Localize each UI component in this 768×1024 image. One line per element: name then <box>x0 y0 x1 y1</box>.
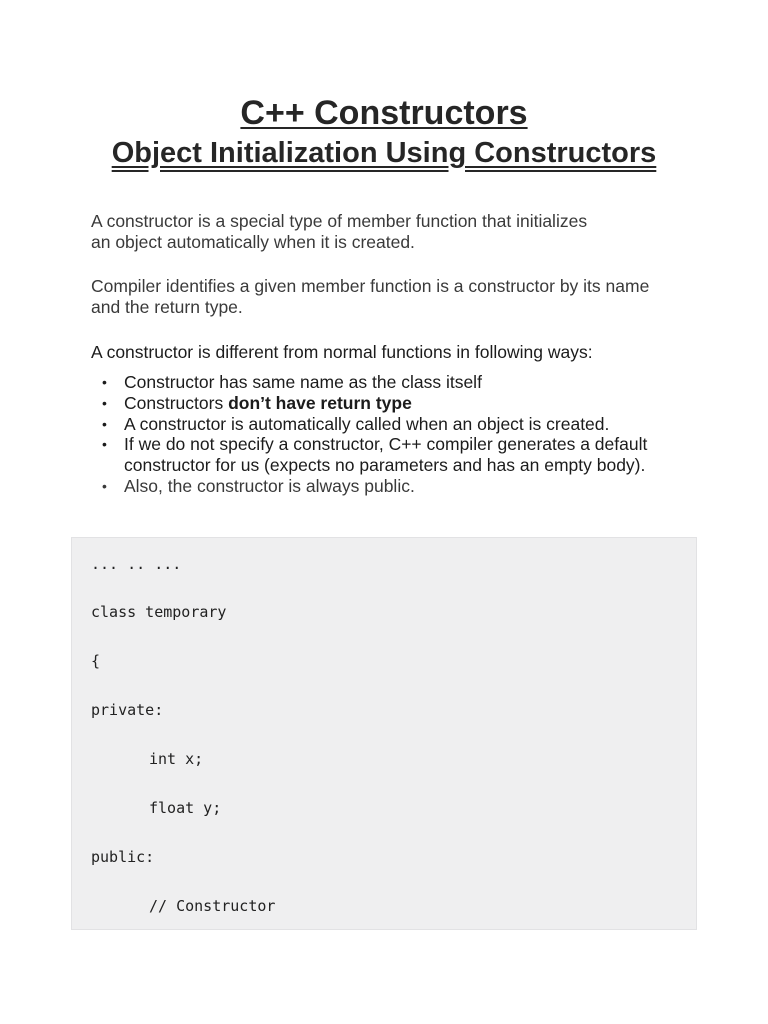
intro-paragraph <box>91 211 691 253</box>
intro-paragraph-line-2: an object automatically when it is created. <box>91 232 415 252</box>
list-item-text: Constructors <box>124 392 229 413</box>
code-line: private: <box>91 701 164 719</box>
differences-list <box>124 372 724 497</box>
code-line: { <box>91 652 101 670</box>
list-item: • Constructor has same name as the class itself <box>124 372 724 393</box>
code-line: // Constructor <box>149 897 276 915</box>
code-line: ... .. ... <box>91 555 182 573</box>
compiler-paragraph-line-1: Compiler identifies a given member function is a constructor by its name <box>91 276 650 296</box>
list-item <box>124 434 724 476</box>
list-item-line-2: constructor for us (expects no parameters and has an empty body). <box>124 455 646 476</box>
list-item <box>124 393 724 414</box>
code-line: public: <box>91 848 155 866</box>
code-line: int x; <box>149 750 204 768</box>
list-item: • A constructor is automatically called when an object is created. <box>124 414 724 435</box>
list-item-bold-text: don’t have return type <box>228 392 412 413</box>
compiler-paragraph <box>91 276 691 318</box>
code-block <box>71 537 697 930</box>
compiler-paragraph-line-2: and the return type. <box>91 297 243 317</box>
page-title: C++ Constructors <box>240 94 528 132</box>
list-item-line-1: • If we do not specify a constructor, C++ compiler generates a default <box>124 434 648 455</box>
intro-paragraph-line-1: A constructor is a special type of member function that initializes <box>91 211 588 231</box>
list-item: • Also, the constructor is always public. <box>124 476 724 497</box>
differences-intro: A constructor is different from normal functions in following ways: <box>91 342 593 362</box>
code-line: class temporary <box>91 603 227 621</box>
code-line: float y; <box>149 799 222 817</box>
page-subtitle: Object Initialization Using Constructors <box>111 137 657 169</box>
